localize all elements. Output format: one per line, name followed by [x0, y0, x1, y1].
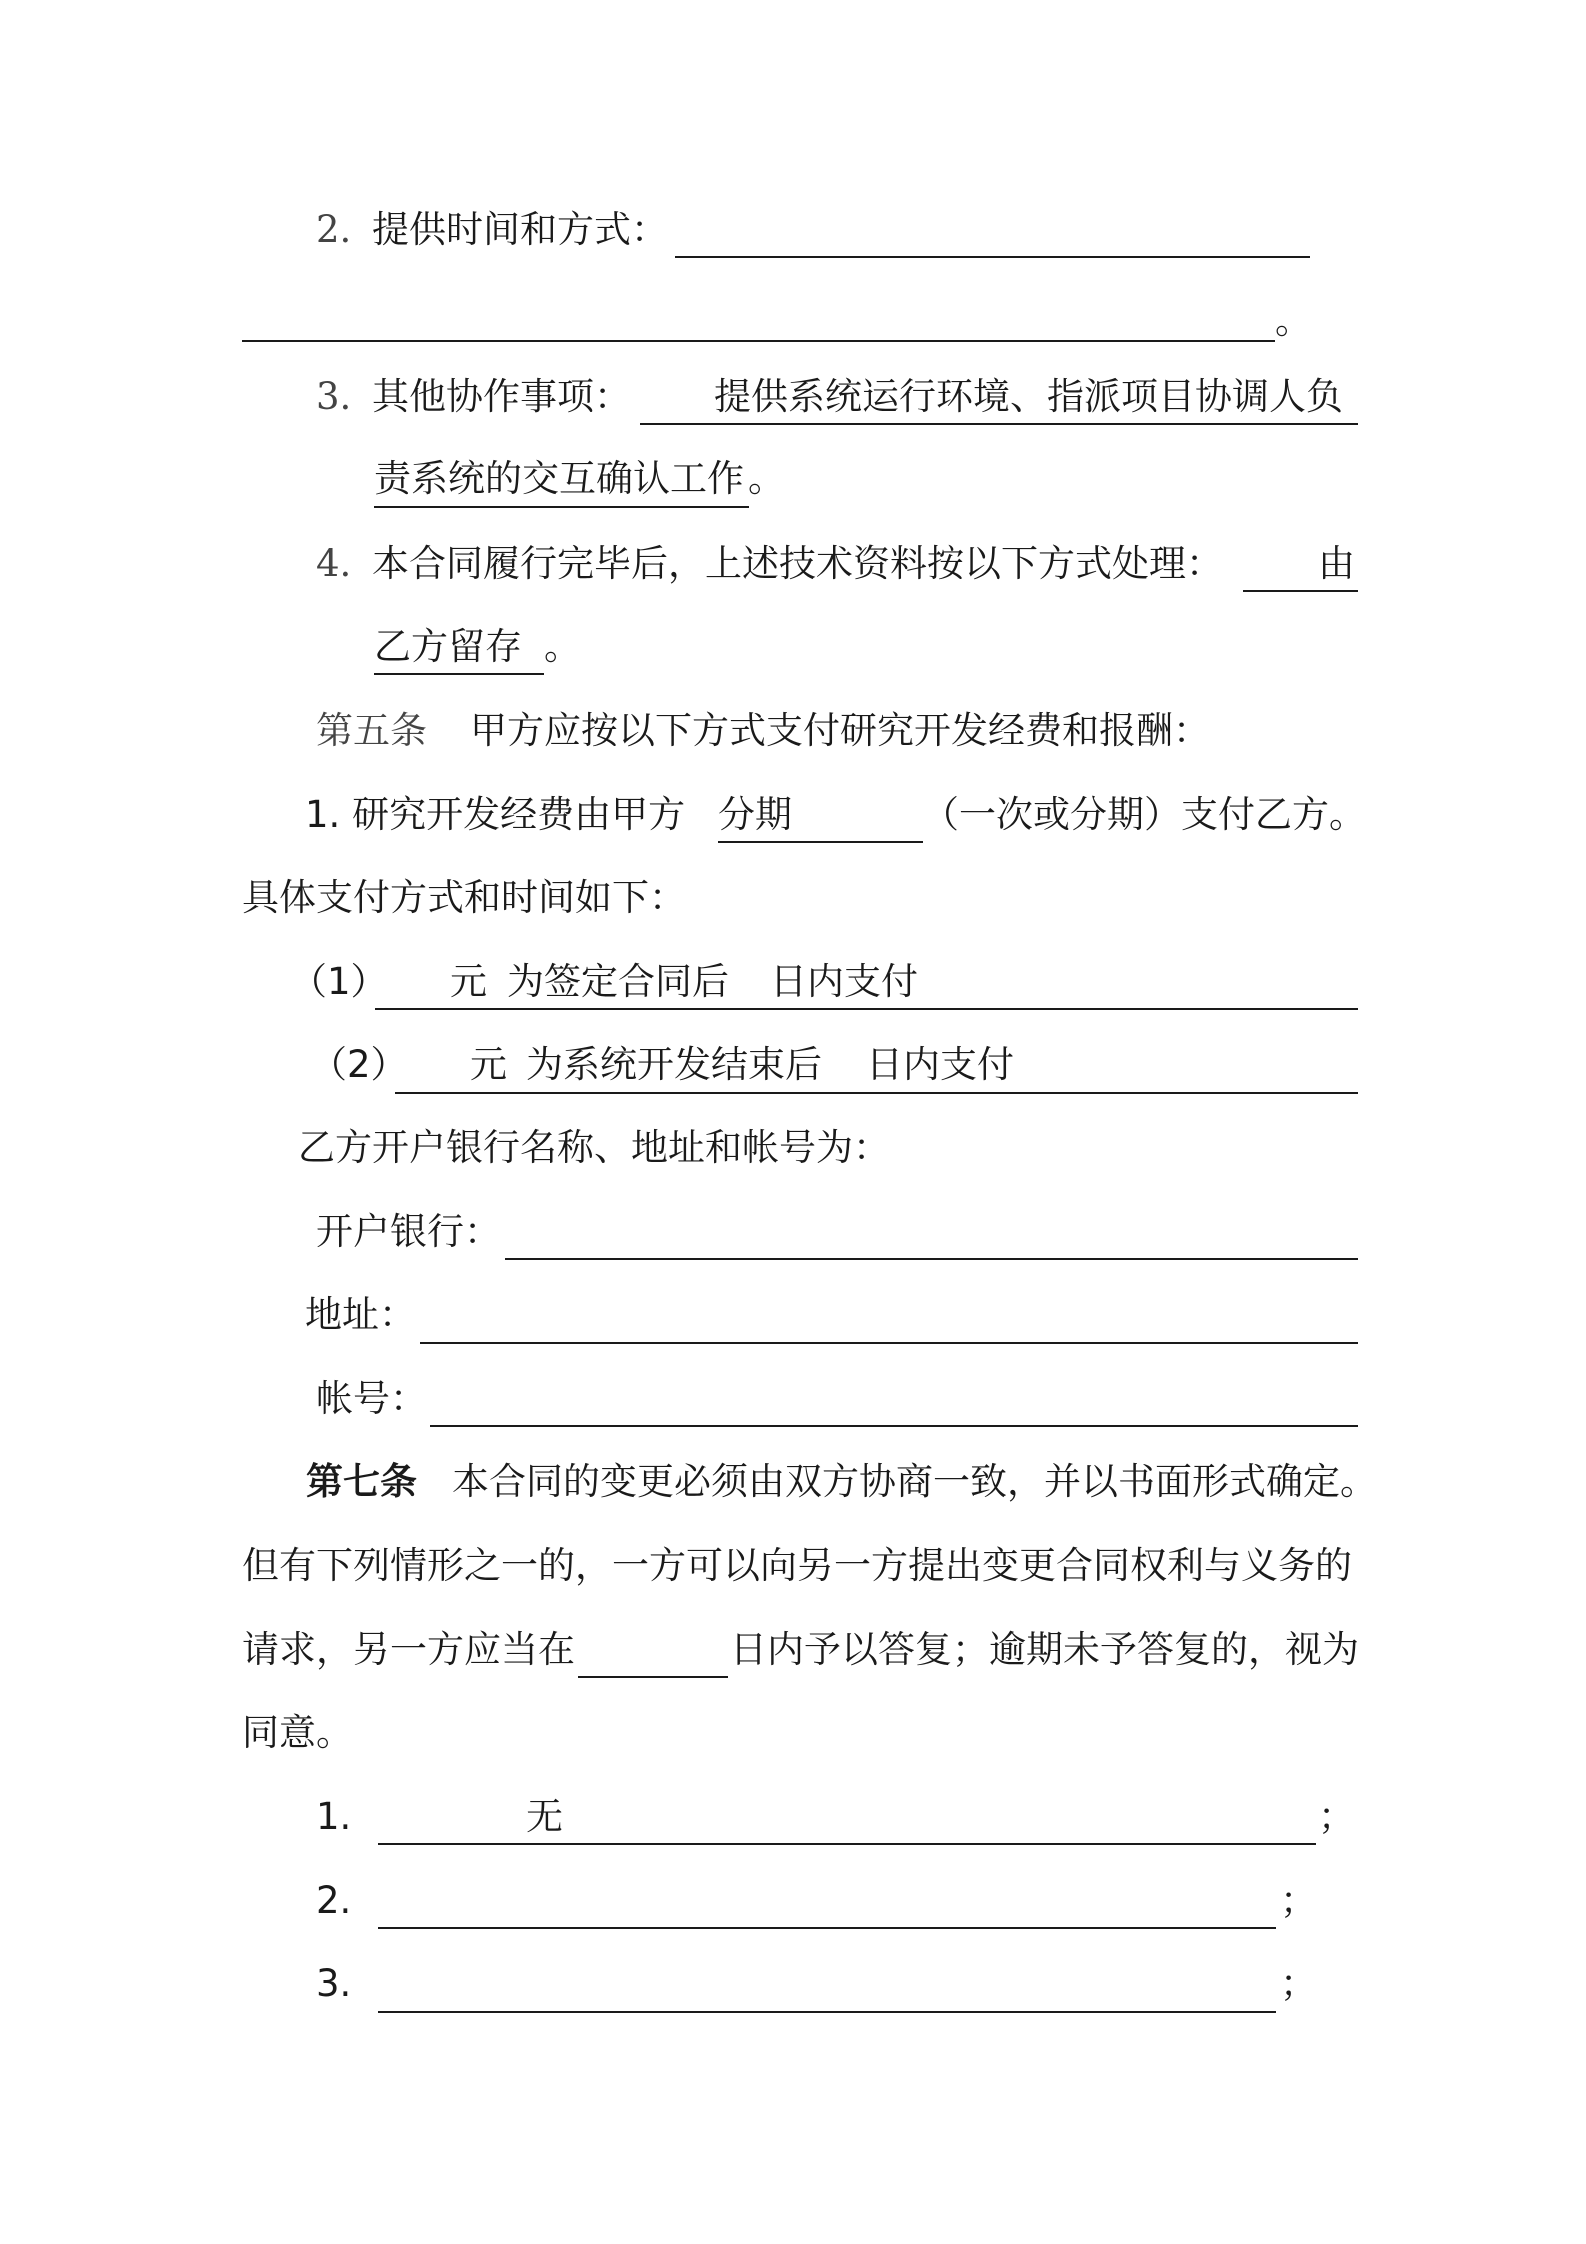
account-label: 帐号：: [316, 1377, 427, 1420]
sentence-end: 。: [748, 457, 785, 500]
filled-value: 由: [1318, 542, 1355, 585]
sentence-end: 。: [544, 625, 581, 668]
fill-blank-line[interactable]: [395, 1092, 1358, 1094]
item-number: 3.: [316, 375, 352, 418]
article-heading: 第七条: [306, 1460, 417, 1503]
payment-condition: 为系统开发结束后: [526, 1043, 822, 1086]
article-text: 但有下列情形之一的，一方可以向另一方提出变更合同权利与义务的: [242, 1544, 1352, 1587]
article-text: 同意。: [242, 1711, 353, 1754]
item-label: 提供时间和方式：: [372, 208, 668, 251]
address-field[interactable]: [420, 1342, 1358, 1344]
bank-name-field[interactable]: [505, 1258, 1358, 1260]
list-item-end: ；: [1280, 1879, 1317, 1922]
payment-days: 日内支付: [770, 960, 918, 1003]
article-text: 甲方应按以下方式支付研究开发经费和报酬：: [470, 709, 1210, 752]
fill-blank-line[interactable]: [242, 340, 1275, 342]
list-item-number: 2.: [316, 1879, 352, 1922]
payment-number: （2）: [310, 1043, 408, 1086]
fill-blank-line[interactable]: [1243, 590, 1358, 592]
list-item-end: ；: [1318, 1795, 1355, 1838]
article-text: 请求，另一方应当在: [242, 1628, 575, 1671]
sentence-end: 。: [1275, 299, 1312, 342]
fill-blank-line[interactable]: [675, 256, 1310, 258]
payment-method-prefix: 1. 研究开发经费由甲方: [305, 793, 686, 836]
fill-blank-line[interactable]: [718, 841, 923, 843]
address-label: 地址：: [305, 1293, 416, 1336]
article-heading: 第五条: [316, 709, 427, 752]
filled-value: 乙方留存: [374, 625, 522, 668]
payment-number: （1）: [290, 960, 388, 1003]
filled-value: 分期: [718, 793, 792, 836]
filled-value: 责系统的交互确认工作: [374, 457, 744, 500]
list-item-number: 1.: [316, 1795, 352, 1838]
item-label: 本合同履行完毕后，上述技术资料按以下方式处理：: [372, 542, 1223, 585]
fill-blank-line[interactable]: [374, 673, 544, 675]
bank-intro: 乙方开户银行名称、地址和帐号为：: [298, 1126, 890, 1169]
fill-blank-line[interactable]: [378, 2011, 1276, 2013]
fill-blank-line[interactable]: [374, 506, 749, 508]
article-text: 日内予以答复；逾期未予答复的，视为: [730, 1628, 1359, 1671]
payment-days: 日内支付: [866, 1043, 1014, 1086]
filled-value: 提供系统运行环境、指派项目协调人负: [714, 375, 1343, 418]
fill-blank-line[interactable]: [578, 1676, 728, 1678]
list-item-end: ；: [1280, 1962, 1317, 2005]
payment-detail-intro: 具体支付方式和时间如下：: [242, 876, 686, 919]
fill-blank-line[interactable]: [375, 1008, 1358, 1010]
item-number: 2.: [316, 208, 352, 251]
list-item-number: 3.: [316, 1962, 352, 2005]
article-text: 本合同的变更必须由双方协商一致，并以书面形式确定。: [452, 1460, 1377, 1503]
fill-blank-line[interactable]: [378, 1843, 1316, 1845]
list-item-value: 无: [526, 1795, 563, 1838]
account-field[interactable]: [430, 1425, 1358, 1427]
payment-unit: 元: [450, 960, 487, 1003]
item-label: 其他协作事项：: [372, 375, 631, 418]
fill-blank-line[interactable]: [640, 423, 1358, 425]
fill-blank-line[interactable]: [378, 1927, 1276, 1929]
bank-name-label: 开户银行：: [316, 1210, 501, 1253]
payment-unit: 元: [470, 1043, 507, 1086]
payment-condition: 为签定合同后: [507, 960, 729, 1003]
item-number: 4.: [316, 542, 352, 585]
payment-method-suffix: （一次或分期）支付乙方。: [922, 793, 1366, 836]
